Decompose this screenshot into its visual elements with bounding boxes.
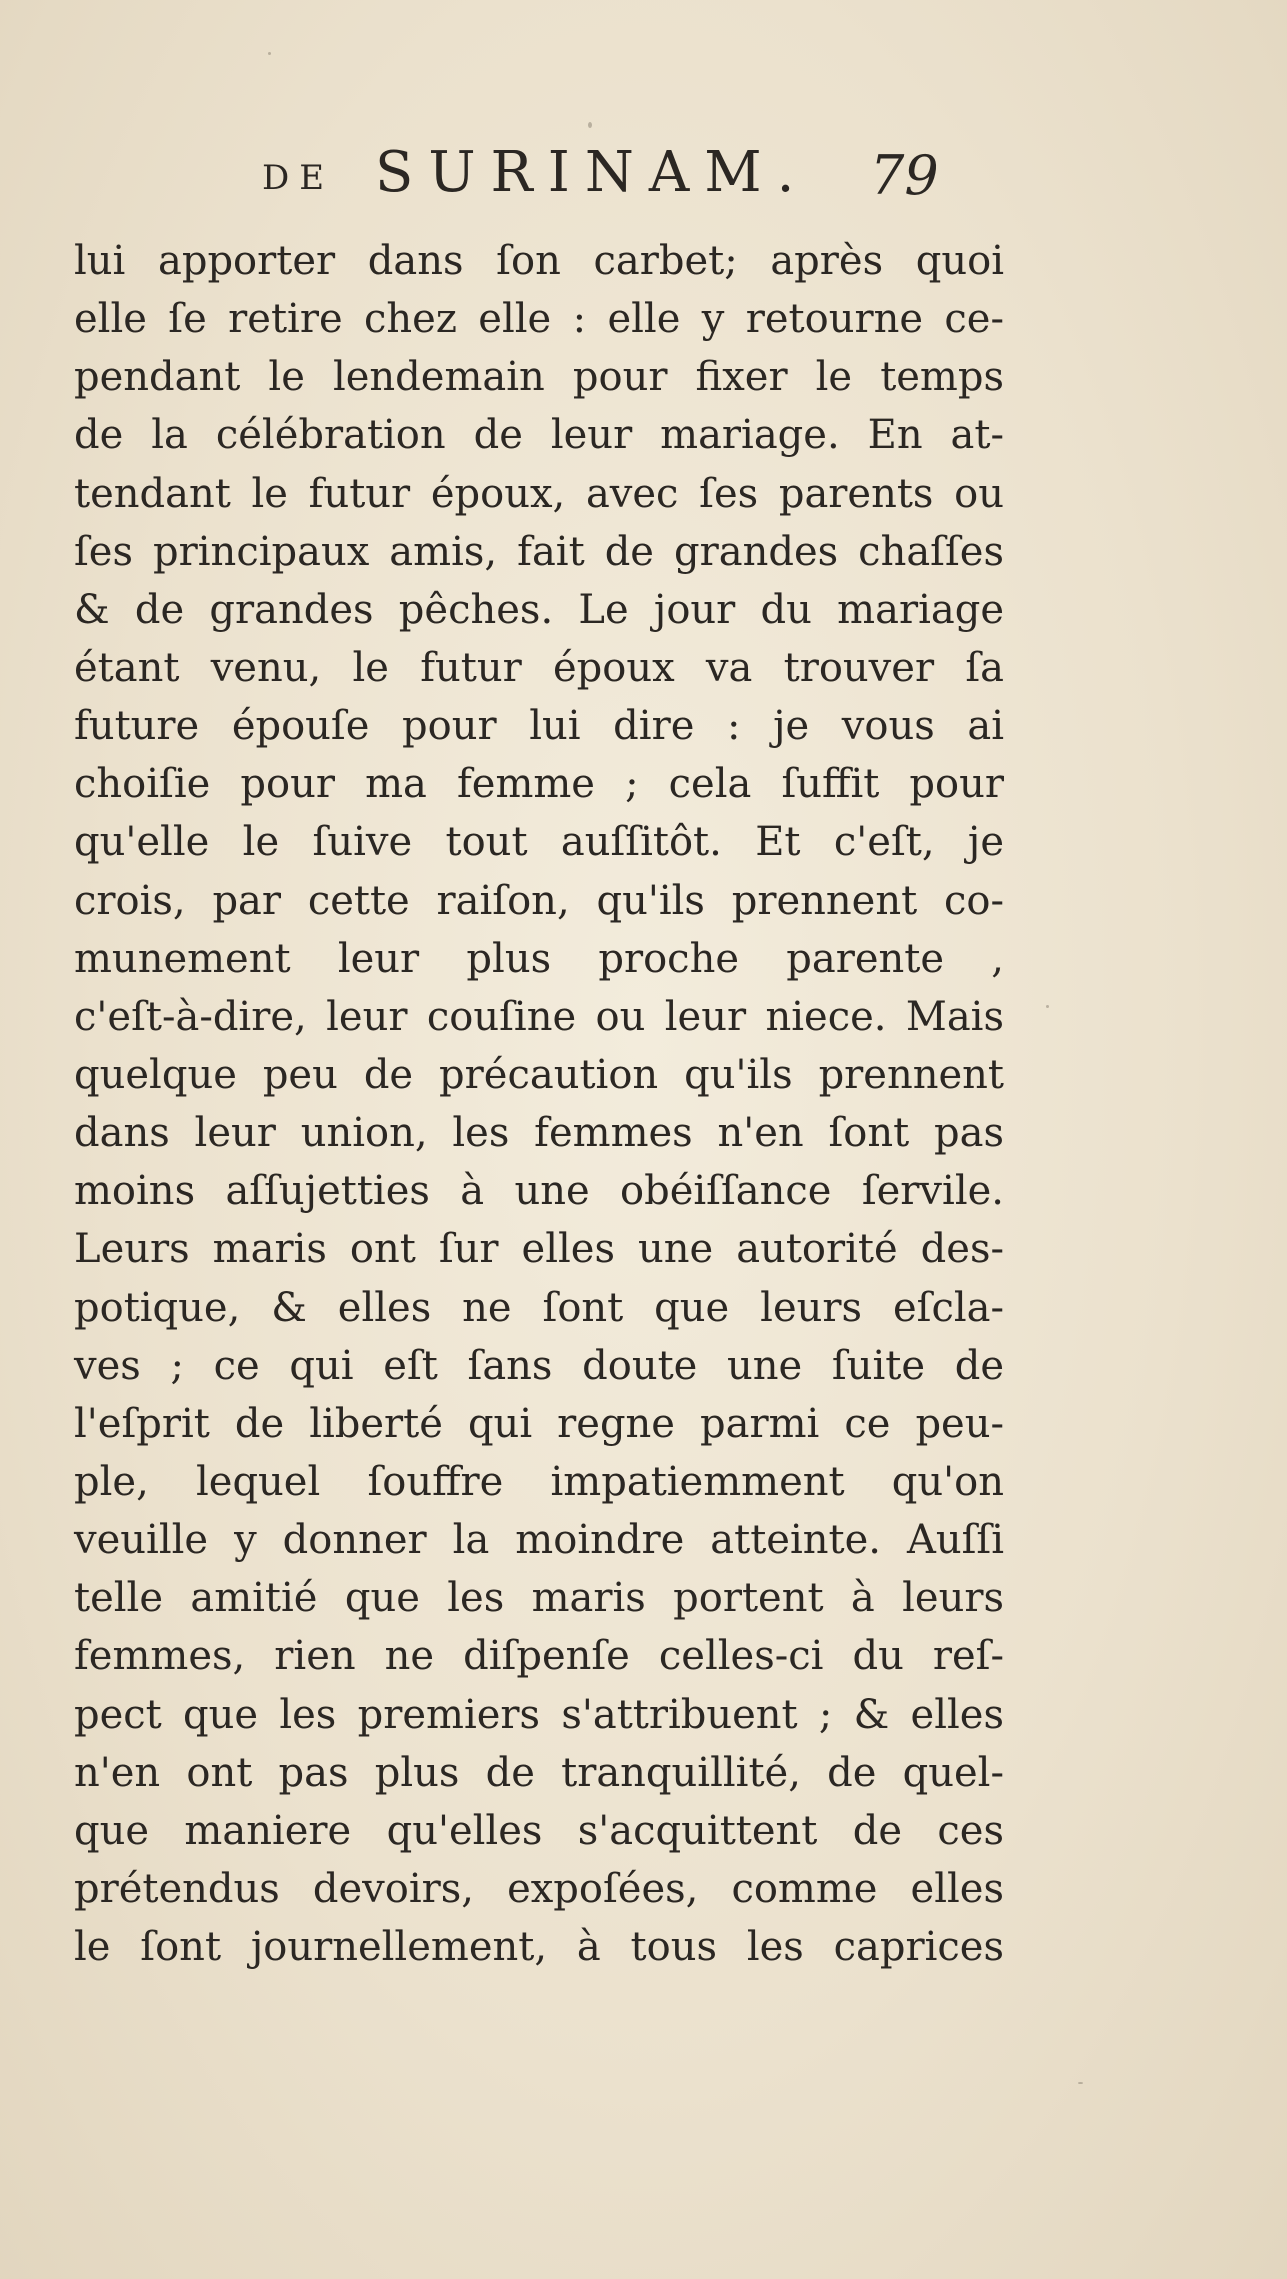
text-line: prétendus devoirs, expoſées, comme elles — [74, 1865, 1004, 1912]
text-line: ves ; ce qui eſt ſans doute une ſuite de — [74, 1342, 1004, 1389]
text-line: pect que les premiers s'attribuent ; & elles — [74, 1691, 1004, 1738]
text-line: l'eſprit de liberté qui regne parmi ce peu- — [74, 1400, 1004, 1447]
text-line: crois, par cette raiſon, qu'ils prennent co- — [74, 877, 1004, 924]
text-line: munement leur plus proche parente , — [74, 935, 1004, 982]
text-line: pendant le lendemain pour fixer le temps — [74, 354, 1004, 401]
paper-speck — [268, 52, 271, 55]
text-line: ple, lequel ſouffre impatiemment qu'on — [74, 1458, 1004, 1505]
text-line: n'en ont pas plus de tranquillité, de quel- — [74, 1749, 1004, 1796]
text-line: le ſont journellement, à tous les caprices — [74, 1924, 1004, 1971]
text-line: que maniere qu'elles s'acquittent de ces — [74, 1807, 1004, 1854]
running-head-title: SURINAM. — [375, 140, 810, 205]
text-line: moins aſſujetties à une obéiſſance ſervile. — [74, 1168, 1004, 1215]
text-line: veuille y donner la moindre atteinte. Auſſi — [74, 1517, 1004, 1564]
text-line: telle amitié que les maris portent à leurs — [74, 1575, 1004, 1622]
text-line: Leurs maris ont ſur elles une autorité des- — [74, 1226, 1004, 1273]
text-line: potique, & elles ne ſont que leurs eſcla- — [74, 1284, 1004, 1331]
paper-speck — [588, 122, 592, 128]
text-line: de la célébration de leur mariage. En at- — [74, 412, 1004, 459]
text-line: dans leur union, les femmes n'en ſont pas — [74, 1110, 1004, 1157]
text-line: c'eſt-à-dire, leur couſine ou leur niece. Mais — [74, 993, 1004, 1040]
text-line: tendant le futur époux, avec ſes parents ou — [74, 470, 1004, 517]
text-line: ſes principaux amis, fait de grandes chaſſes — [74, 528, 1004, 575]
text-line: quelque peu de précaution qu'ils prennent — [74, 1051, 1004, 1098]
paper-speck — [1046, 1005, 1049, 1008]
text-line: lui apporter dans ſon carbet; après quoi — [74, 238, 1004, 284]
page-number: 79 — [870, 144, 939, 207]
text-line: future épouſe pour lui dire : je vous ai — [74, 703, 1004, 750]
running-head-prefix: DE — [262, 158, 335, 198]
paper-speck — [1078, 2082, 1083, 2084]
text-line: elle ſe retire chez elle : elle y retourne ce- — [74, 296, 1004, 343]
text-line: choiſie pour ma femme ; cela ſuffit pour — [74, 761, 1004, 808]
text-line: étant venu, le futur époux va trouver ſa — [74, 644, 1004, 691]
text-line: & de grandes pêches. Le jour du mariage — [74, 586, 1004, 633]
body-text — [74, 232, 1004, 1976]
text-line: femmes, rien ne diſpenſe celles-ci du reſ- — [74, 1633, 1004, 1680]
text-line: qu'elle le ſuive tout auſſitôt. Et c'eſt, je — [74, 819, 1004, 866]
running-head — [0, 140, 1287, 210]
